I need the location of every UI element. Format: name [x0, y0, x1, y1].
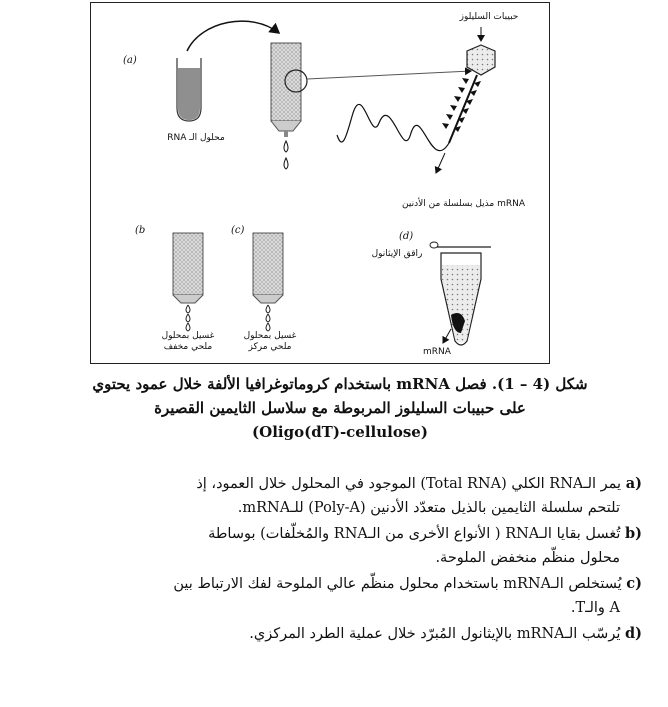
step-text: يمر الـRNA الكلي (Total RNA) الموجود في المحلول خلال العمود، إذ — [196, 476, 622, 492]
step-text: يُستخلص الـmRNA باستخدام محلول منظّم عالي الملوحة لفك الارتباط بين — [173, 576, 622, 592]
column-b — [173, 233, 203, 331]
step-text-cont: محلول منظّم منخفض الملوحة. — [435, 550, 620, 566]
panel-label-a: (a) — [123, 55, 137, 66]
transfer-arrow — [187, 21, 279, 51]
label-ethanol-layer: راقق الإيثانول — [371, 249, 423, 259]
step-tag: (a — [625, 475, 642, 492]
label-wash-low-salt: غسيل بمحلول ملحي مخفف — [161, 331, 215, 352]
figure-caption — [40, 372, 640, 444]
step-item-b — [22, 522, 642, 570]
panel-label-b: (b — [135, 225, 146, 236]
step-item-d — [22, 622, 642, 646]
panel-label-d: (d) — [399, 231, 414, 242]
step-tag: (b — [624, 525, 642, 542]
panel-label-c: (c) — [231, 225, 245, 236]
label-cellulose-beads: حبيبات السليلوز — [459, 12, 519, 22]
affinity-column — [271, 43, 307, 137]
rna-test-tube — [177, 58, 201, 121]
step-text-cont: تلتحم سلسلة الثايمين بالذيل متعدّد الأدنين (Poly-A) للـmRNA. — [237, 500, 620, 516]
step-item-a — [22, 472, 642, 520]
figure-diagram — [91, 3, 551, 365]
label-wash-high-salt: غسيل بمحلول ملحي مركز — [243, 331, 297, 352]
step-tag: (c — [626, 575, 642, 592]
step-text-cont: A والـT. — [570, 600, 620, 616]
step-text: يُرسّب الـmRNA بالإيثانول المُبرّد خلال عملية الطرد المركزي. — [249, 626, 621, 642]
mrna-strand — [337, 104, 449, 150]
caption-line-3: (Oligo(dT)-cellulose) — [252, 423, 428, 441]
label-mrna-pellet: mRNA — [423, 347, 451, 357]
drops — [284, 141, 288, 169]
caption-line-1: شكل (4 – 1). فصل mRNA باستخدام كروماتوغرافيا الألفة خلال عمود يحتوي — [92, 375, 588, 393]
step-text: تُغسل بقايا الـRNA ( الأنواع الأخرى من الـRNA والمُخلّفات) بوساطة — [208, 526, 621, 542]
cellulose-bead — [467, 27, 495, 75]
step-list — [22, 472, 642, 648]
poly-a-tail — [442, 75, 481, 143]
caption-line-2: على حبيبات السليلوز المربوطة مع سلاسل الثايمين القصيرة — [154, 399, 526, 417]
zoom-pointer — [307, 71, 471, 79]
centrifuge-tube — [430, 242, 491, 345]
step-item-c — [22, 572, 642, 620]
label-rna-solution: محلول الـ RNA — [167, 133, 225, 143]
column-c — [253, 233, 283, 331]
figure-panel — [90, 2, 550, 364]
step-tag: (d — [624, 625, 642, 642]
label-mrna-tail: mRNA مذيل بسلسلة من الأدنين — [402, 199, 525, 209]
